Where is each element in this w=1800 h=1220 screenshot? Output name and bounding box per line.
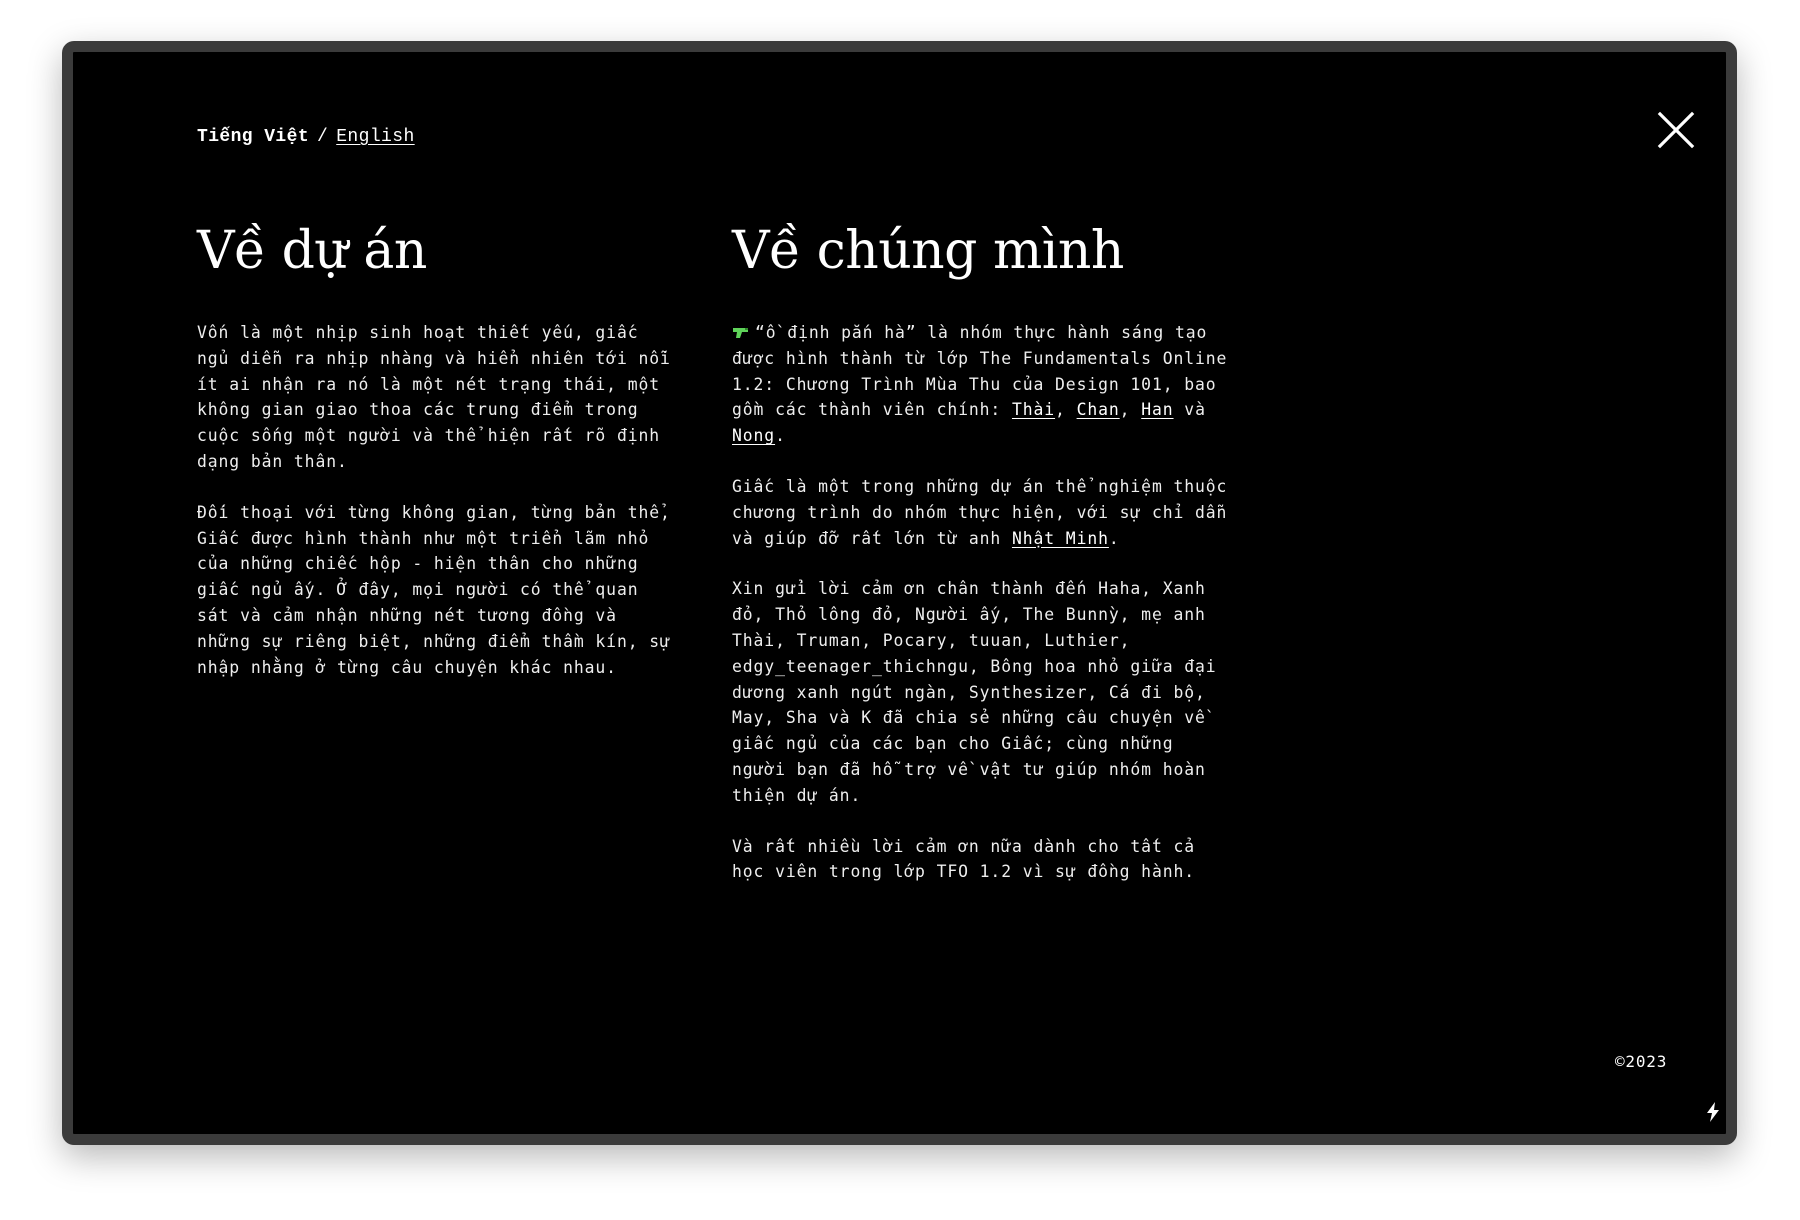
comma-separator: ,	[1119, 400, 1142, 420]
about-us-paragraph-3: Xin gửi lời cảm ơn chân thành đến Haha, Xanh đỏ, Thỏ lông đỏ, Người ấy, The Bunnỳ, mẹ anh Thài, Truman, Pocary, tuuan, Luthier, edgy_teenager_thichngu, Bông hoa nhỏ giữa đại dương xanh ngút ngàn, Synthesizer, Cá đi bộ, May, Sha và K đã chia sẻ những câu chuyện về giấc ngủ của các bạn cho Giấc; cùng những người bạn đã hỗ trợ về vật tư giúp nhóm hoàn thiện dự án.	[732, 579, 1217, 805]
member-link-han[interactable]: Han	[1141, 400, 1174, 420]
about-us-paragraph-1	[732, 320, 1232, 449]
water-gun-icon	[732, 327, 749, 339]
comma-separator: ,	[1055, 400, 1077, 420]
member-link-nong[interactable]: Nong	[732, 426, 776, 446]
language-switcher	[197, 127, 415, 147]
about-modal	[62, 41, 1737, 1145]
about-project-section	[197, 220, 677, 705]
language-current: Tiếng Việt	[197, 127, 310, 147]
about-project-paragraph-2: Đối thoại với từng không gian, từng bản thể, Giấc được hình thành như một triển lãm nhỏ của những chiếc hộp - hiện thân cho những giấc ngủ ấy. Ở đây, mọi người có thể quan sát và cảm nhận những nét tương đồng và những sự riêng biệt, những điểm thầm kín, sự nhập nhằng ở từng câu chuyện khác nhau.	[197, 502, 671, 677]
period: .	[775, 426, 786, 446]
and-separator: và	[1173, 400, 1206, 420]
about-us-intro-text: “ồ định pắn hà” là nhóm thực hành sáng tạo được hình thành từ lớp The Fundamentals Online 1.2: Chương Trình Mùa Thu của Design 101, bao gồm các thành viên chính:	[732, 323, 1228, 420]
mentor-link-nhat-minh[interactable]: Nhật Minh	[1011, 528, 1109, 548]
period: .	[1108, 528, 1120, 548]
about-us-paragraph-2	[732, 474, 1232, 551]
close-icon	[1656, 110, 1696, 150]
language-english-link[interactable]: English	[336, 127, 415, 147]
member-link-chan[interactable]: Chan	[1076, 400, 1120, 420]
close-button[interactable]	[1656, 110, 1696, 150]
about-us-paragraph-4: Và rất nhiều lời cảm ơn nữa dành cho tất cả học viên trong lớp TFO 1.2 vì sự đồng hành.	[732, 836, 1196, 882]
member-link-thai[interactable]: Thài	[1011, 400, 1056, 420]
about-us-mentor-text: Giấc là một trong những dự án thể nghiệm thuộc chương trình do nhóm thực hiện, với sự chỉ dẫn và giúp đỡ rất lớn từ anh	[732, 476, 1228, 548]
language-separator: /	[317, 127, 329, 147]
about-us-title: Về chúng mình	[732, 221, 1124, 281]
lightning-bolt-icon[interactable]	[1706, 1102, 1720, 1122]
about-project-paragraph-1: Vốn là một nhịp sinh hoạt thiết yếu, giấc ngủ diễn ra nhịp nhàng và hiển nhiên tới nỗi ít ai nhận ra nó là một nét trạng thái, một không gian giao thoa các trung điểm trong cuộc sống một người và thể hiện rất rõ định dạng bản thân.	[197, 323, 671, 471]
copyright: ©2023	[1615, 1052, 1668, 1071]
about-project-title: Về dự án	[197, 221, 427, 281]
about-us-section	[732, 220, 1232, 910]
